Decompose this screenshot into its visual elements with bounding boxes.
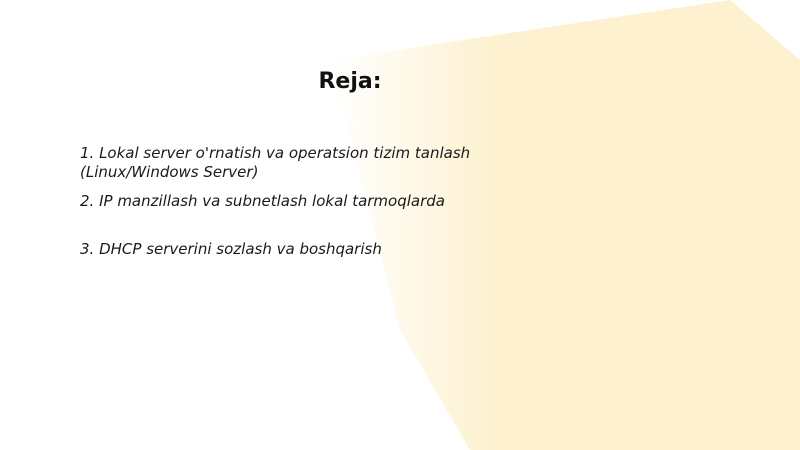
agenda-list	[80, 144, 500, 259]
agenda-item-1: 1. Lokal server o'rnatish va operatsion tizim tanlash (Linux/Windows Server)	[80, 144, 471, 181]
agenda-item-2: 2. IP manzillash va subnetlash lokal tarmoqlarda	[80, 192, 445, 210]
agenda-item-3: 3. DHCP serverini sozlash va boshqarish	[80, 240, 382, 258]
slide-title: Reja:	[318, 69, 382, 94]
